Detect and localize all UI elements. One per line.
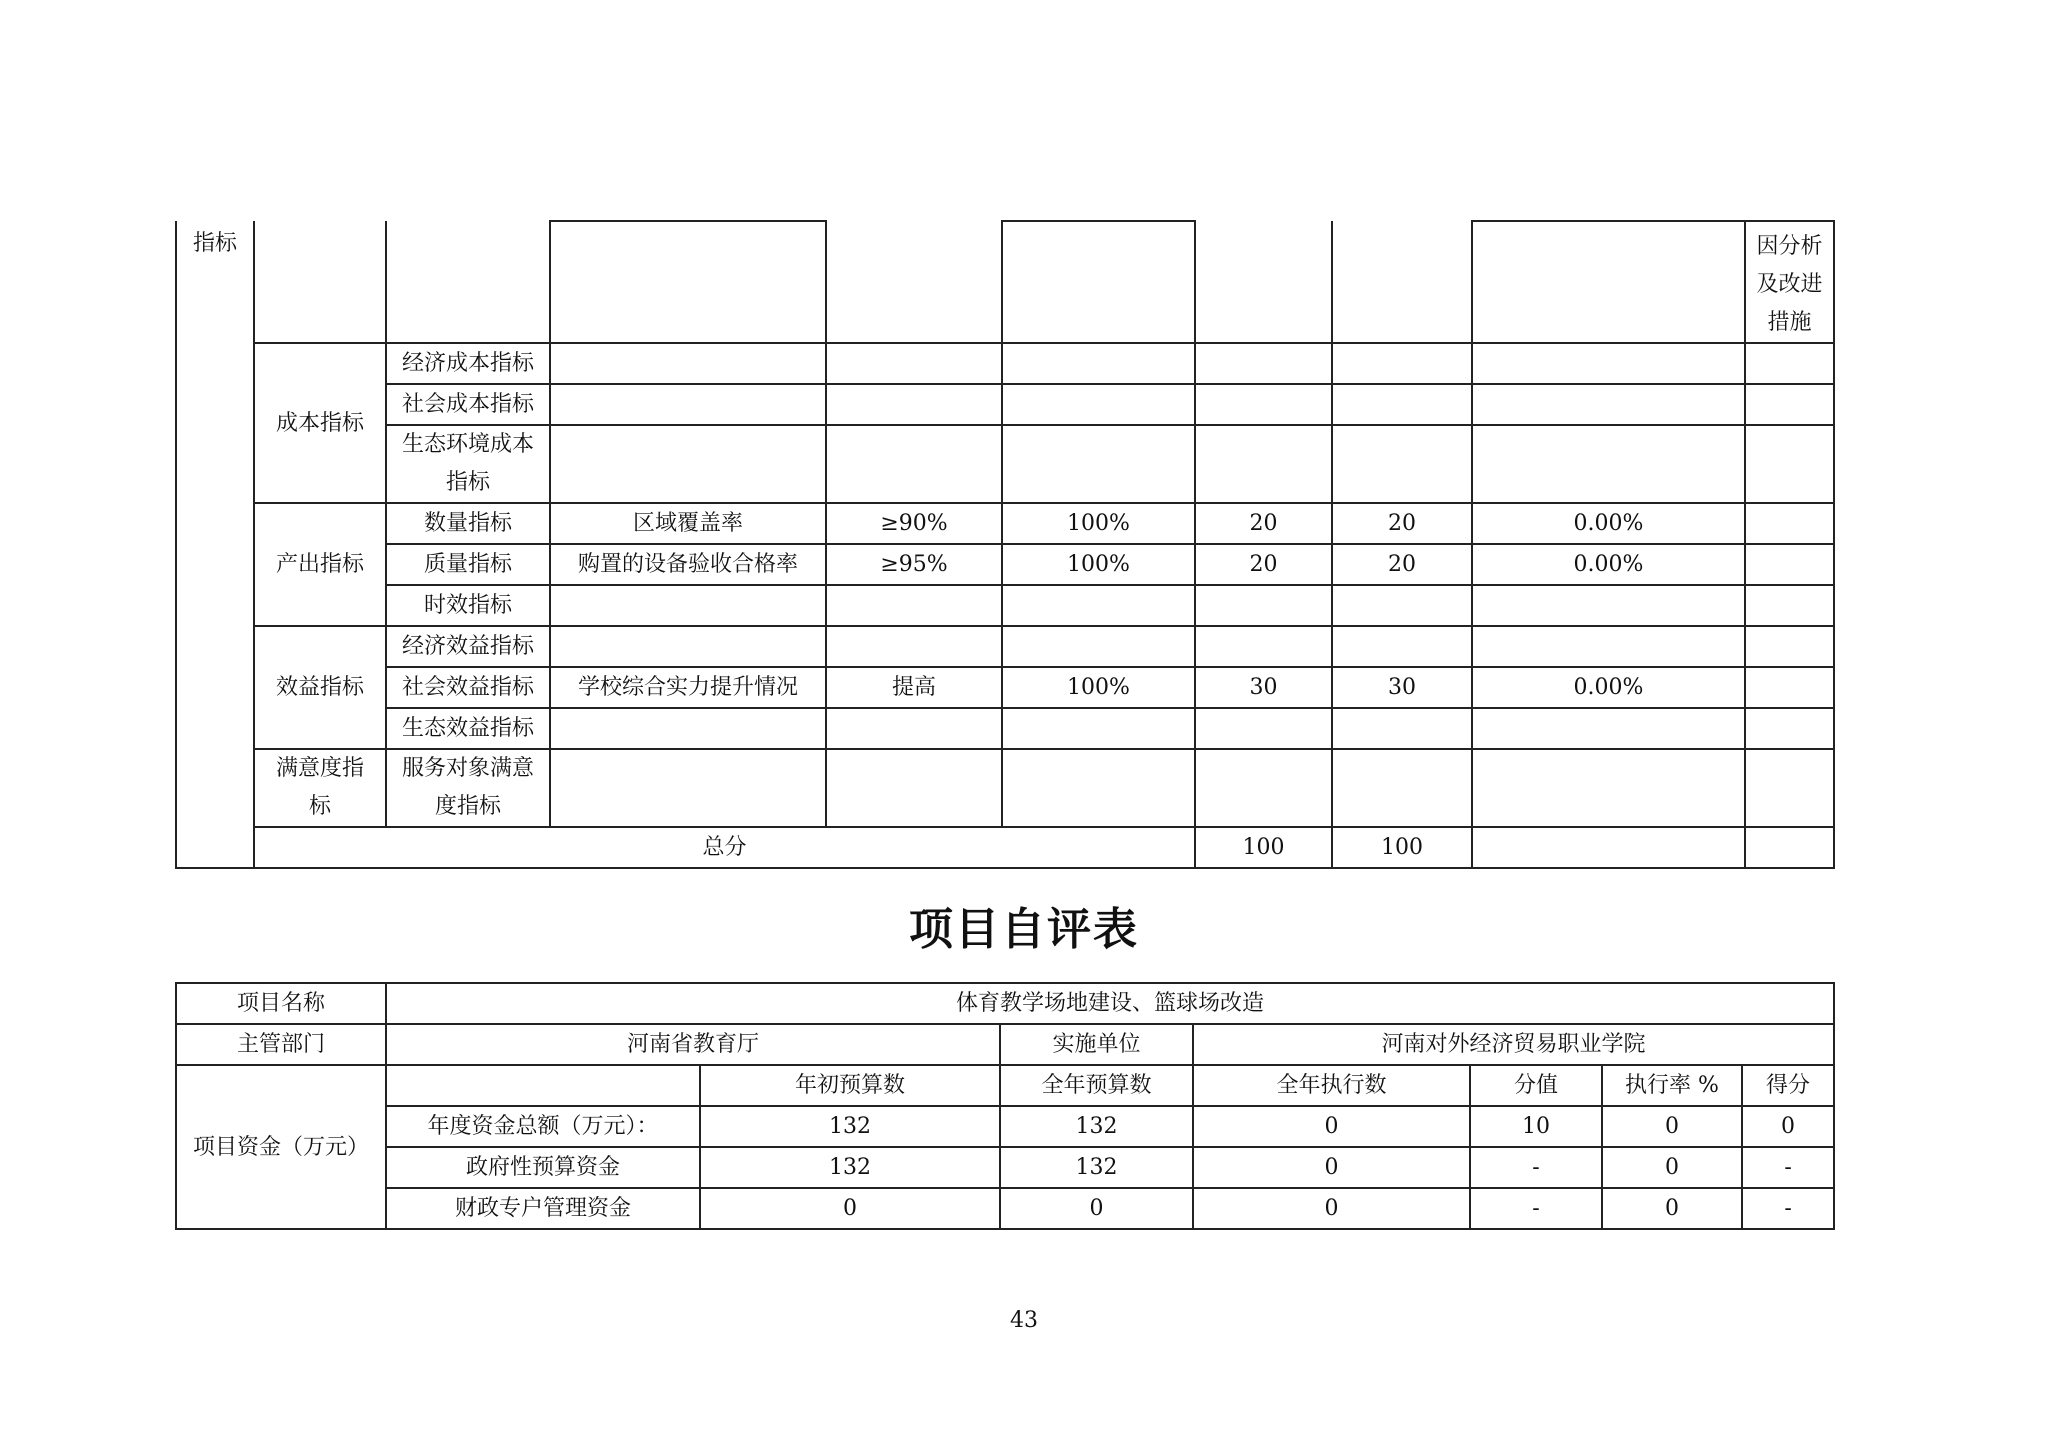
- funds-value: 0: [700, 1188, 1000, 1229]
- cost-row-name: 经济成本指标: [386, 343, 550, 384]
- page-title: 项目自评表: [909, 904, 1139, 955]
- output-row-score: 20: [1332, 544, 1472, 585]
- cost-group: 成本指标: [254, 343, 386, 503]
- total-label: 总分: [254, 827, 1195, 868]
- output-row-target: ≥95%: [826, 544, 1002, 585]
- dept-label: 主管部门: [176, 1024, 386, 1065]
- cell: [254, 221, 386, 343]
- impl-value: 河南对外经济贸易职业学院: [1193, 1024, 1834, 1065]
- dept-value: 河南省教育厅: [386, 1024, 1000, 1065]
- funds-header: 全年执行数: [1193, 1065, 1470, 1106]
- cell: [826, 221, 1002, 343]
- funds-value: 0: [1000, 1188, 1193, 1229]
- indicator-col-label: 指标: [176, 221, 254, 868]
- total-score: 100: [1332, 827, 1472, 868]
- output-row-actual: 100%: [1002, 503, 1195, 544]
- funds-header: 得分: [1742, 1065, 1834, 1106]
- funds-value: 132: [700, 1106, 1000, 1147]
- funds-value: 0: [1602, 1106, 1742, 1147]
- output-row-name: 时效指标: [386, 585, 550, 626]
- output-row-actual: 100%: [1002, 544, 1195, 585]
- funds-value: 0: [1602, 1147, 1742, 1188]
- output-row-target: ≥90%: [826, 503, 1002, 544]
- output-row-weight: 20: [1195, 544, 1332, 585]
- funds-value: -: [1742, 1188, 1834, 1229]
- benefit-row-content: 学校综合实力提升情况: [550, 667, 826, 708]
- funds-row-label: 财政专户管理资金: [386, 1188, 700, 1229]
- benefit-row-rate: 0.00%: [1472, 667, 1745, 708]
- funds-header: 执行率 %: [1602, 1065, 1742, 1106]
- funds-value: -: [1470, 1188, 1602, 1229]
- project-name-label: 项目名称: [176, 983, 386, 1024]
- funds-value: 0: [1193, 1147, 1470, 1188]
- funds-header: 年初预算数: [700, 1065, 1000, 1106]
- satisfaction-group: 满意度指 标: [254, 749, 386, 827]
- funds-value: 0: [1193, 1188, 1470, 1229]
- benefit-row-actual: 100%: [1002, 667, 1195, 708]
- output-row-rate: 0.00%: [1472, 544, 1745, 585]
- funds-value: 132: [1000, 1147, 1193, 1188]
- funds-row-label: 年度资金总额（万元）：: [386, 1106, 700, 1147]
- output-row-name: 质量指标: [386, 544, 550, 585]
- output-group: 产出指标: [254, 503, 386, 626]
- benefit-row-target: 提高: [826, 667, 1002, 708]
- benefit-group: 效益指标: [254, 626, 386, 749]
- funds-header: 分值: [1470, 1065, 1602, 1106]
- funds-value: 0: [1602, 1188, 1742, 1229]
- cost-row-name: 生态环境成本 指标: [386, 425, 550, 503]
- impl-label: 实施单位: [1000, 1024, 1193, 1065]
- cell: [386, 221, 550, 343]
- output-row-score: 20: [1332, 503, 1472, 544]
- cell: [1332, 221, 1472, 343]
- cell: [386, 1065, 700, 1106]
- funds-row-label: 政府性预算资金: [386, 1147, 700, 1188]
- satisfaction-row-name: 服务对象满意 度指标: [386, 749, 550, 827]
- output-row-weight: 20: [1195, 503, 1332, 544]
- benefit-row-weight: 30: [1195, 667, 1332, 708]
- funds-value: -: [1470, 1147, 1602, 1188]
- total-weight: 100: [1195, 827, 1332, 868]
- funds-value: 0: [1193, 1106, 1470, 1147]
- cell: [550, 221, 826, 343]
- indicator-table: [175, 220, 1835, 869]
- funds-value: 0: [1742, 1106, 1834, 1147]
- funds-label: 项目资金（万元）: [176, 1065, 386, 1229]
- project-table: [175, 982, 1835, 1230]
- cost-row-name: 社会成本指标: [386, 384, 550, 425]
- funds-value: -: [1742, 1147, 1834, 1188]
- benefit-row-name: 生态效益指标: [386, 708, 550, 749]
- analysis-header: 因分析 及改进 措施: [1745, 221, 1834, 343]
- funds-header: 全年预算数: [1000, 1065, 1193, 1106]
- output-row-content: 购置的设备验收合格率: [550, 544, 826, 585]
- page-number: 43: [1010, 1308, 1038, 1333]
- cell: [1002, 221, 1195, 343]
- funds-value: 10: [1470, 1106, 1602, 1147]
- cell: [1472, 221, 1745, 343]
- project-name-value: 体育教学场地建设、篮球场改造: [386, 983, 1834, 1024]
- benefit-row-name: 社会效益指标: [386, 667, 550, 708]
- output-row-name: 数量指标: [386, 503, 550, 544]
- funds-value: 132: [700, 1147, 1000, 1188]
- cell: [1195, 221, 1332, 343]
- output-row-rate: 0.00%: [1472, 503, 1745, 544]
- benefit-row-score: 30: [1332, 667, 1472, 708]
- output-row-content: 区域覆盖率: [550, 503, 826, 544]
- funds-value: 132: [1000, 1106, 1193, 1147]
- benefit-row-name: 经济效益指标: [386, 626, 550, 667]
